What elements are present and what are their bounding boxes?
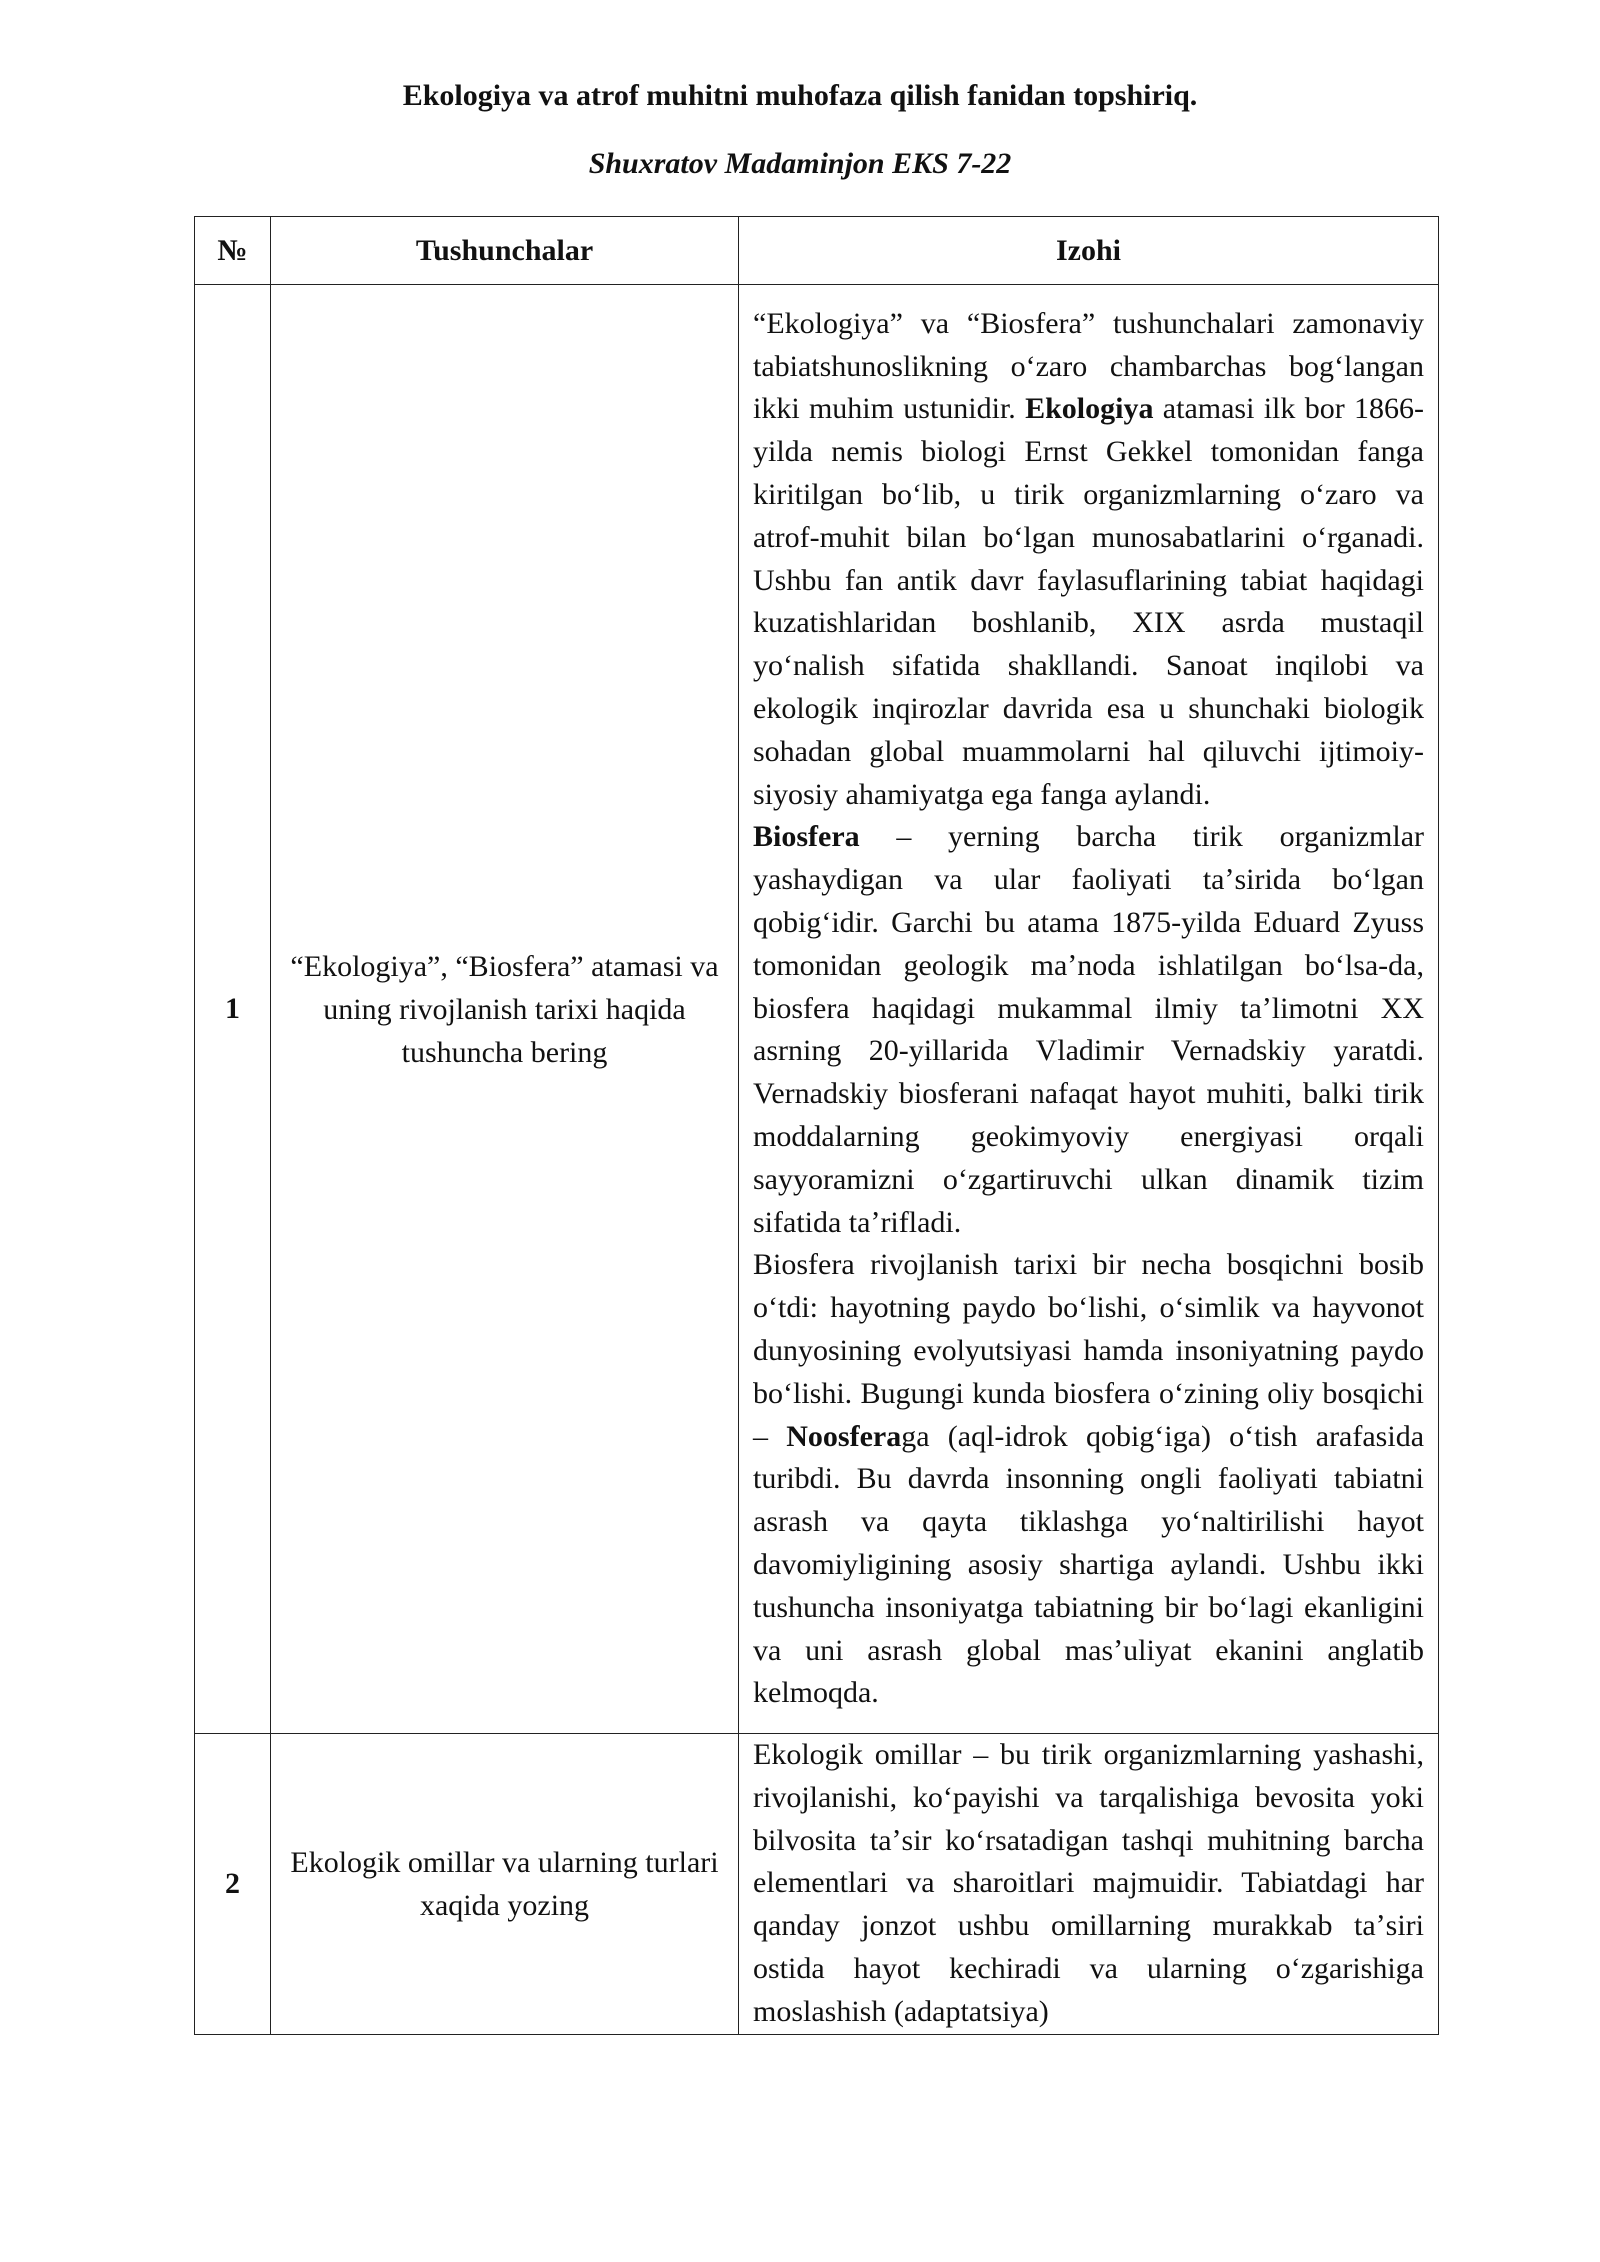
row-concept: Ekologik omillar va ularning turlari xaqida yozing	[271, 1734, 739, 2035]
term-highlight: Noosfera	[786, 1419, 902, 1453]
concepts-table	[194, 216, 1439, 2035]
paragraph-text: Ekologik omillar – bu tirik organizmlarning yashashi, rivojlanishi, koʻpayishi va tarqalishiga bevosita yoki bilvosita taʼsir koʻrsatadigan tashqi muhitning barcha elementlari va sharoitlari majmuidir. Tabiatdagi har qanday jonzot ushbu omillarning murakkab taʼsiri ostida hayot kechiradi va ularning oʻzgarishiga moslashish (adaptatsiya)	[753, 1738, 1424, 2028]
explanation-paragraph	[753, 303, 1424, 817]
paragraph-text: “Ekologiya” va “Biosfera” tushunchalari zamonaviy tabiatshunoslikning oʻzaro chambarchas bogʻlangan ikki muhim ustunidir.	[753, 306, 1424, 426]
row-number: 2	[195, 1734, 271, 2035]
document-subtitle: Shuxratov Madaminjon EKS 7-22	[588, 147, 1012, 180]
table-row	[195, 1734, 1439, 2035]
paragraph-text: Biosfera rivojlanish tarixi bir necha bosqichni bosib oʻtdi: hayotning paydo boʻlishi, oʻsimlik va hayvonot dunyosining evolyutsiyasi hamda insoniyatning paydo boʻlishi. Bugungi kunda biosfera oʻzining oliy bosqichi –	[753, 1248, 1424, 1453]
document-title: Ekologiya va atrof muhitni muhofaza qilish fanidan topshiriq.	[402, 79, 1198, 112]
row-explanation	[739, 285, 1439, 1734]
header-concepts: Tushunchalar	[271, 217, 739, 285]
table-header-row	[195, 217, 1439, 285]
explanation-paragraph	[753, 816, 1424, 1244]
term-highlight: Biosfera	[753, 820, 860, 854]
row-explanation	[739, 1734, 1439, 2035]
explanation-paragraph	[753, 1734, 1424, 2034]
table-row	[195, 285, 1439, 1734]
term-highlight: Ekologiya	[1025, 392, 1154, 426]
header-number: №	[195, 217, 271, 285]
row-concept: “Ekologiya”, “Biosfera” atamasi va uning rivojlanish tarixi haqida tushuncha bering	[271, 285, 739, 1734]
row-number: 1	[195, 285, 271, 1734]
explanation-paragraph	[753, 1244, 1424, 1715]
paragraph-text: ga (aql-idrok qobigʻiga) oʻtish arafasida turibdi. Bu davrda insonning ongli faoliyati tabiatni asrash va qayta tiklashga yoʻnaltirilishi hayot davomiyligining asosiy shartiga aylandi. Ushbu ikki tushuncha insoniyatga tabiatning bir boʻlagi ekanligini va uni asrash global masʼuliyat ekanini anglatib kelmoqda.	[753, 1419, 1425, 1710]
header-explanation: Izohi	[739, 217, 1439, 285]
paragraph-text: atamasi ilk bor 1866-yilda nemis biologi Ernst Gekkel tomonidan fanga kiritilgan boʻlib, u tirik organizmlarning oʻzaro va atrof-muhit bilan boʻlgan munosabatlarini oʻrganadi. Ushbu fan antik davr faylasuflarining tabiat haqidagi kuzatishlaridan boshlanib, XIX asrda mustaqil yoʻnalish sifatida shakllandi. Sanoat inqilobi va ekologik inqirozlar davrida esa u shunchaki biologik sohadan global muammolarni hal qiluvchi ijtimoiy-siyosiy ahamiyatga ega fanga aylandi.	[753, 392, 1424, 811]
paragraph-text: – yerning barcha tirik organizmlar yashaydigan va ular faoliyati taʼsirida boʻlgan qobigʻidir. Garchi bu atama 1875-yilda Eduard Zyuss tomonidan geologik maʼnoda ishlatilgan boʻlsa-da, biosfera haqidagi mukammal ilmiy taʼlimotni XX asrning 20-yillarida Vladimir Vernadskiy yaratdi. Vernadskiy biosferani nafaqat hayot muhiti, balki tirik moddalarning geokimyoviy energiyasi orqali sayyoramizni oʻzgartiruvchi ulkan dinamik tizim sifatida taʼrifladi.	[753, 820, 1424, 1239]
